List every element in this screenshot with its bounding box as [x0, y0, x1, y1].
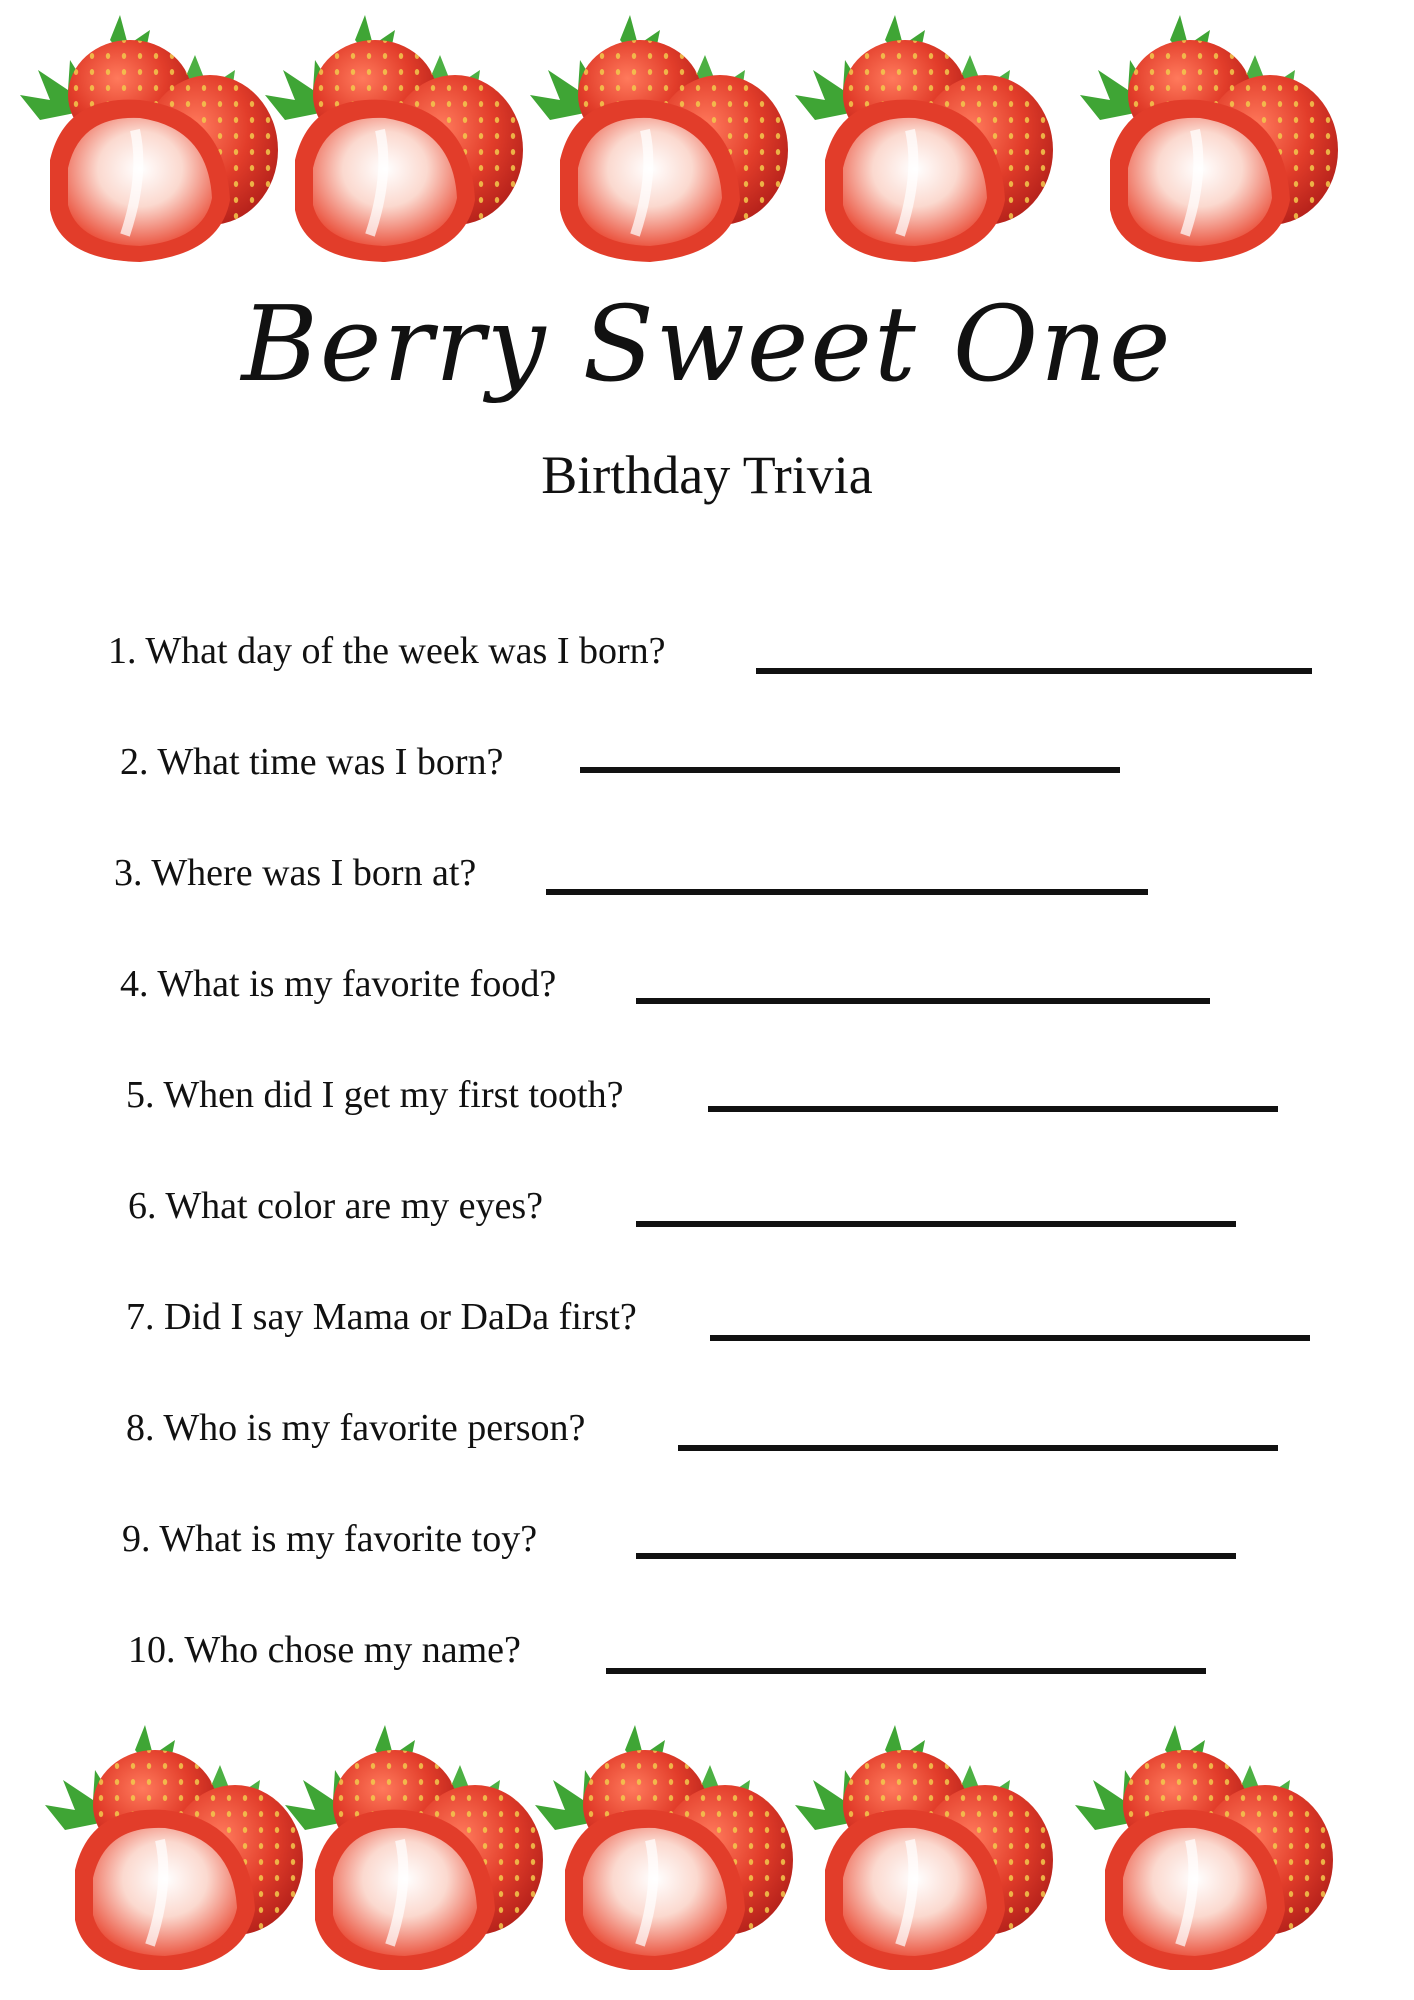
strawberry-border-bottom [0, 1700, 1414, 1970]
question-10: 10. Who chose my name? [128, 1629, 521, 1671]
question-1: 1. What day of the week was I born? [108, 630, 666, 672]
strawberry-border-bottom-art [0, 1700, 1414, 1970]
answer-line-3[interactable] [546, 889, 1148, 895]
question-8: 8. Who is my favorite person? [126, 1407, 586, 1449]
answer-line-6[interactable] [636, 1221, 1236, 1227]
strawberry-border-top [0, 0, 1414, 270]
page-subtitle: Birthday Trivia [541, 445, 873, 505]
question-5: 5. When did I get my first tooth? [126, 1074, 624, 1116]
answer-line-9[interactable] [636, 1553, 1236, 1559]
answer-line-1[interactable] [756, 668, 1312, 674]
question-7: 7. Did I say Mama or DaDa first? [126, 1296, 637, 1338]
question-6: 6. What color are my eyes? [128, 1185, 544, 1227]
question-2: 2. What time was I born? [120, 741, 504, 783]
answer-line-2[interactable] [580, 767, 1120, 773]
question-4: 4. What is my favorite food? [120, 963, 557, 1005]
answer-line-7[interactable] [710, 1335, 1310, 1341]
question-3: 3. Where was I born at? [114, 852, 477, 894]
answer-line-4[interactable] [636, 998, 1210, 1004]
question-9: 9. What is my favorite toy? [122, 1518, 538, 1560]
strawberry-border-top-art [0, 0, 1414, 270]
answer-line-10[interactable] [606, 1668, 1206, 1674]
page-title: Berry Sweet One [241, 283, 1173, 405]
answer-line-5[interactable] [708, 1106, 1278, 1112]
answer-line-8[interactable] [678, 1445, 1278, 1451]
